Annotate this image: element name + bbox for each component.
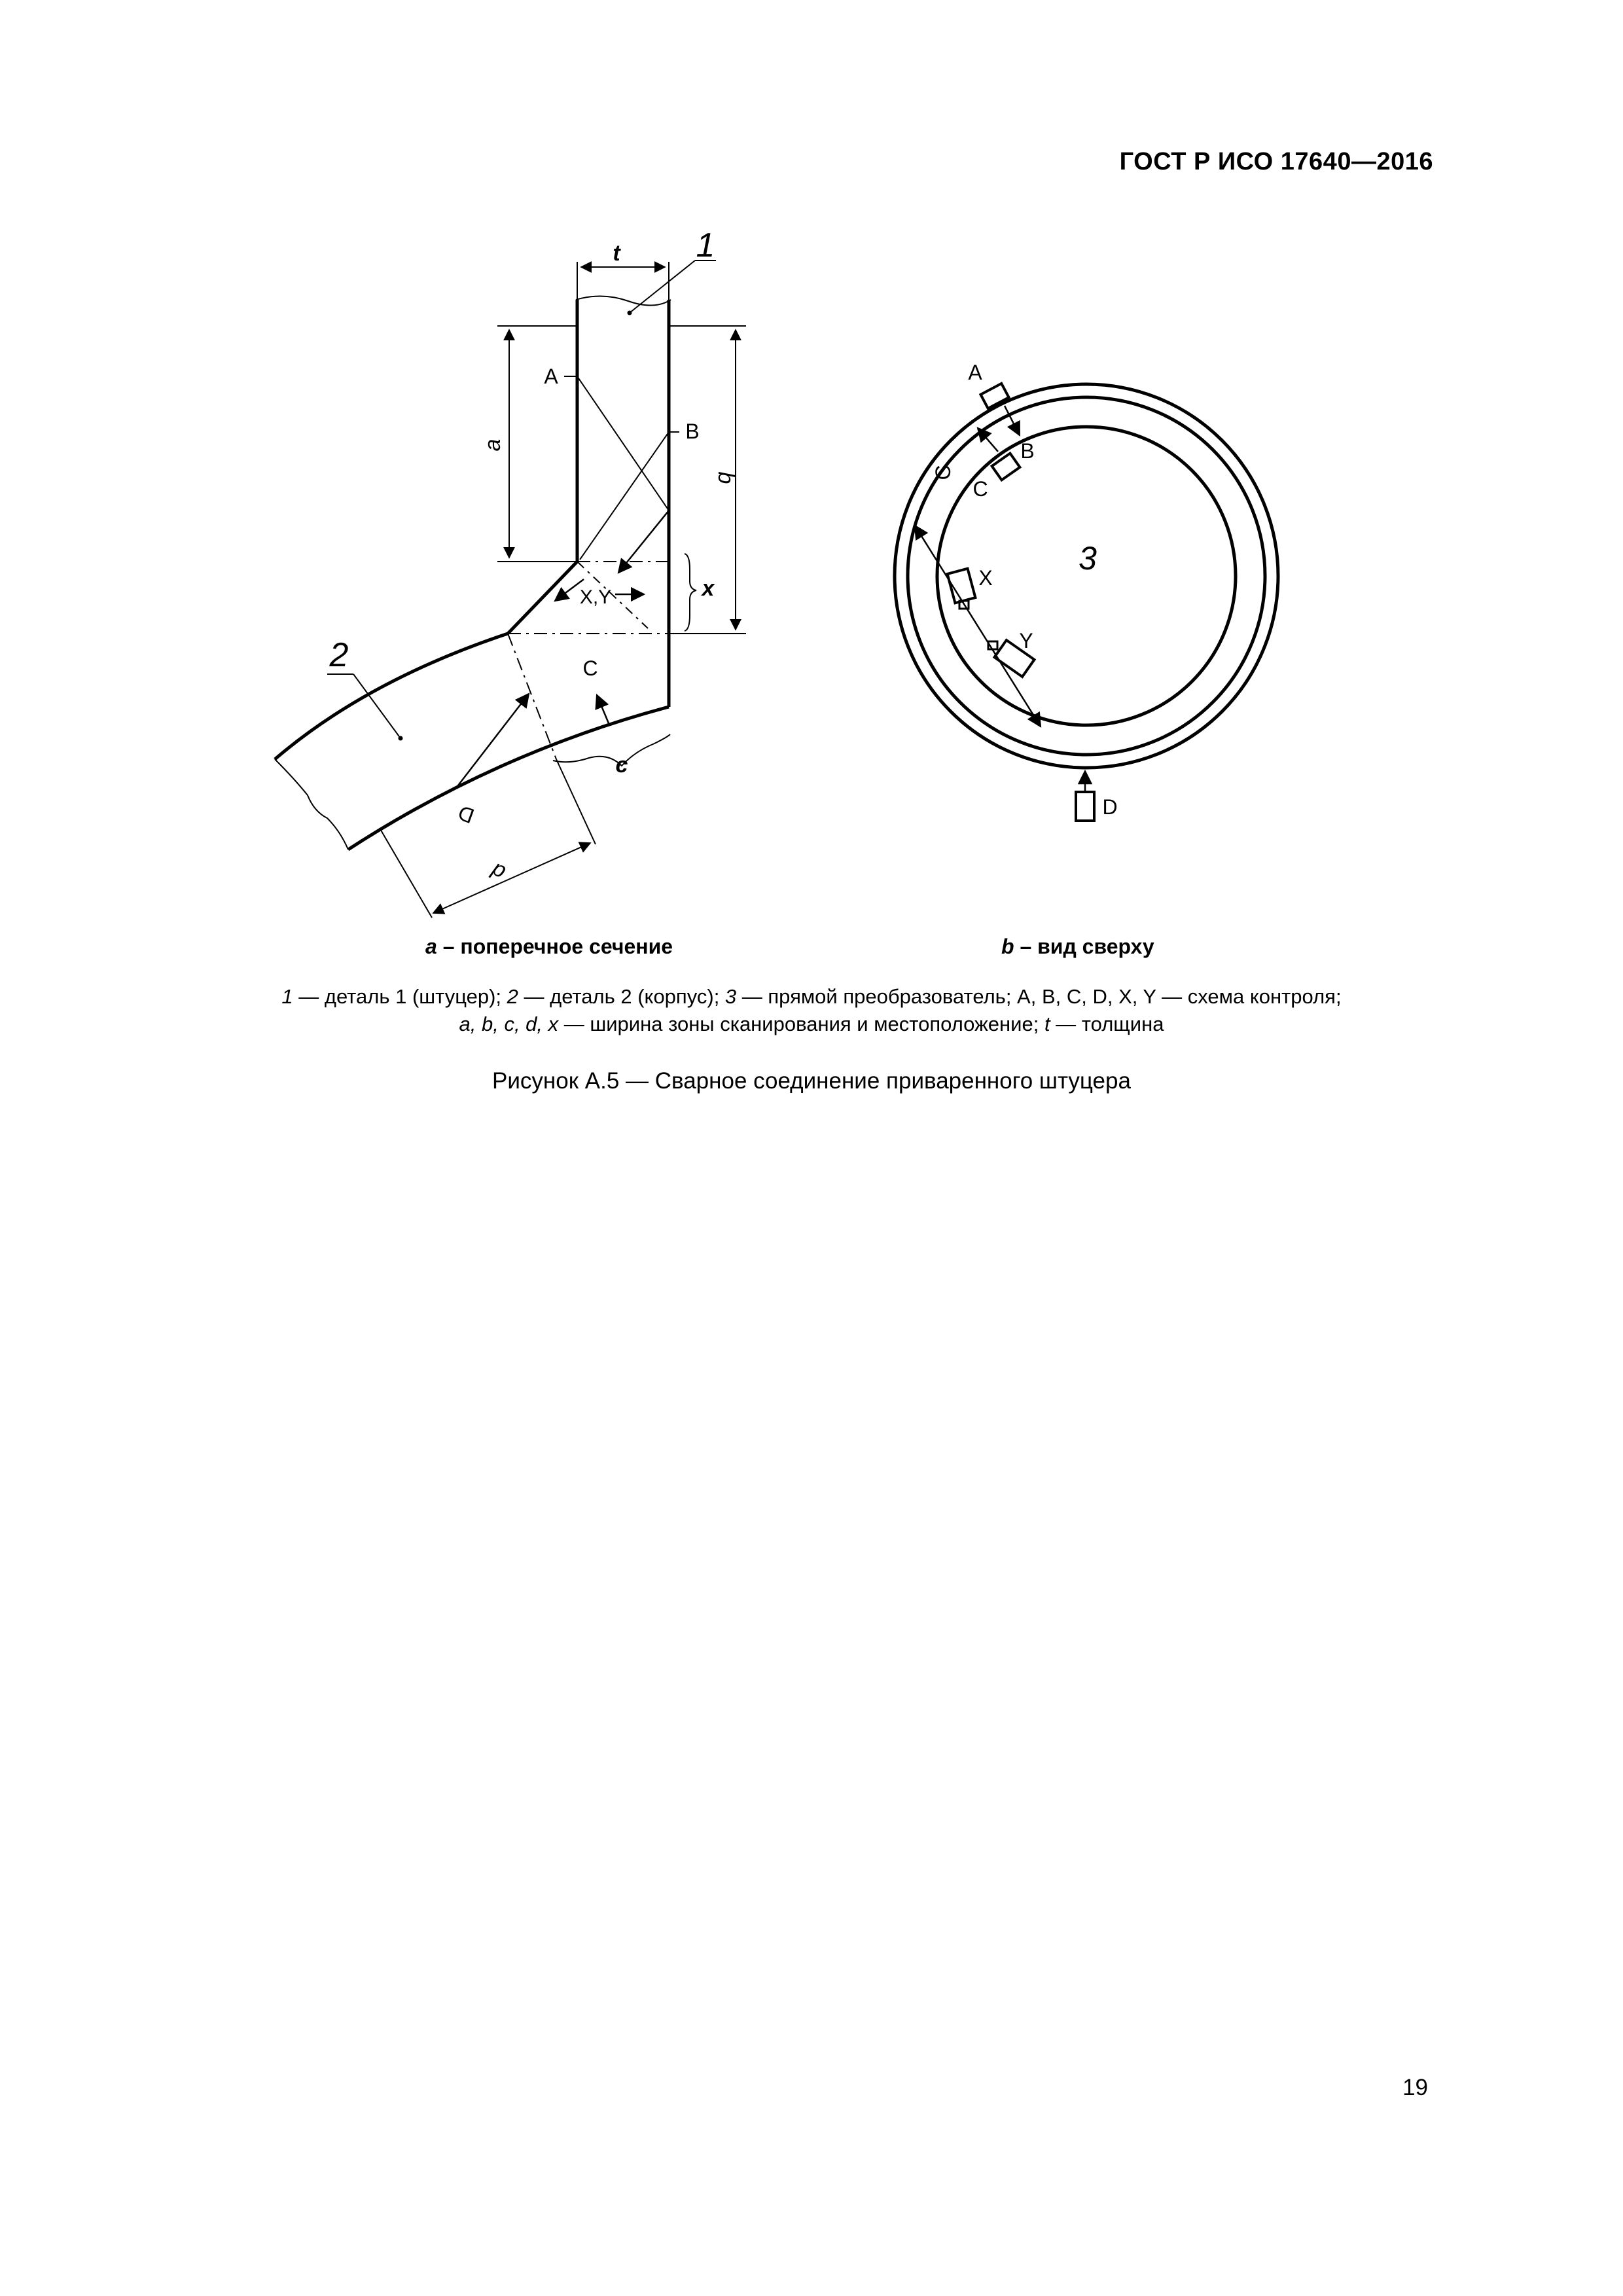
- figure-legend: [0, 983, 1623, 1038]
- dim-label-t: t: [613, 241, 620, 266]
- probe-label-c: C: [582, 656, 598, 680]
- page-number: 19: [1402, 2075, 1428, 2100]
- legend-text-3: — прямой преобразователь; A, B, C, D, X, Y — схема контроля;: [736, 985, 1342, 1008]
- top-view-drawing: [895, 384, 1278, 821]
- part-number-1: 1: [696, 226, 715, 264]
- weld-figure: [0, 0, 1623, 956]
- dim-label-c: c: [615, 753, 628, 778]
- document-id: ГОСТ Р ИСО 17640—2016: [1119, 148, 1433, 175]
- probe-label-b: B: [685, 420, 700, 443]
- caption-cross-section: [425, 935, 673, 959]
- caption-b-text: – вид сверху: [1014, 935, 1154, 958]
- legend-num-3: 3: [724, 985, 737, 1008]
- legend-text-1: — деталь 1 (штуцер);: [293, 985, 507, 1008]
- probe-label-b-top: B: [1020, 439, 1035, 463]
- legend-line-2: [0, 1011, 1623, 1038]
- legend-num-2: 2: [507, 985, 518, 1008]
- probe-label-d: D: [455, 800, 478, 829]
- caption-top-view: [1001, 935, 1154, 959]
- probe-label-x-top: X: [978, 566, 993, 590]
- probe-label-y-top: Y: [1019, 629, 1033, 653]
- probe-label-c-top: C: [972, 477, 988, 501]
- probe-label-xy: X,Y: [579, 586, 612, 608]
- part-number-2: 2: [329, 636, 349, 674]
- caption-a-letter: a: [425, 935, 437, 958]
- probe-label-a-top: A: [968, 361, 982, 384]
- dim-label-d: d: [487, 857, 509, 886]
- dim-label-a: a: [480, 439, 505, 452]
- figure-title: Рисунок А.5 — Сварное соединение приваренного штуцера: [492, 1068, 1131, 1094]
- legend-line-1: [0, 983, 1623, 1011]
- caption-a-text: – поперечное сечение: [437, 935, 673, 958]
- legend-vars: a, b, c, d, x: [459, 1013, 559, 1035]
- cross-section-drawing: [275, 260, 746, 918]
- legend-text-5: — толщина: [1050, 1013, 1164, 1035]
- legend-num-1: 1: [281, 985, 293, 1008]
- probe-label-a: A: [544, 365, 558, 388]
- part-number-3: 3: [1079, 540, 1097, 577]
- legend-text-4: — ширина зоны сканирования и местоположение;: [558, 1013, 1044, 1035]
- legend-text-2: — деталь 2 (корпус);: [518, 985, 725, 1008]
- caption-b-letter: b: [1001, 935, 1014, 958]
- legend-var-t: t: [1044, 1013, 1050, 1035]
- probe-label-c-rotated: C: [931, 465, 955, 480]
- probe-label-d-top: D: [1102, 795, 1118, 819]
- dim-label-b: b: [713, 471, 738, 484]
- dim-label-x: x: [702, 576, 715, 601]
